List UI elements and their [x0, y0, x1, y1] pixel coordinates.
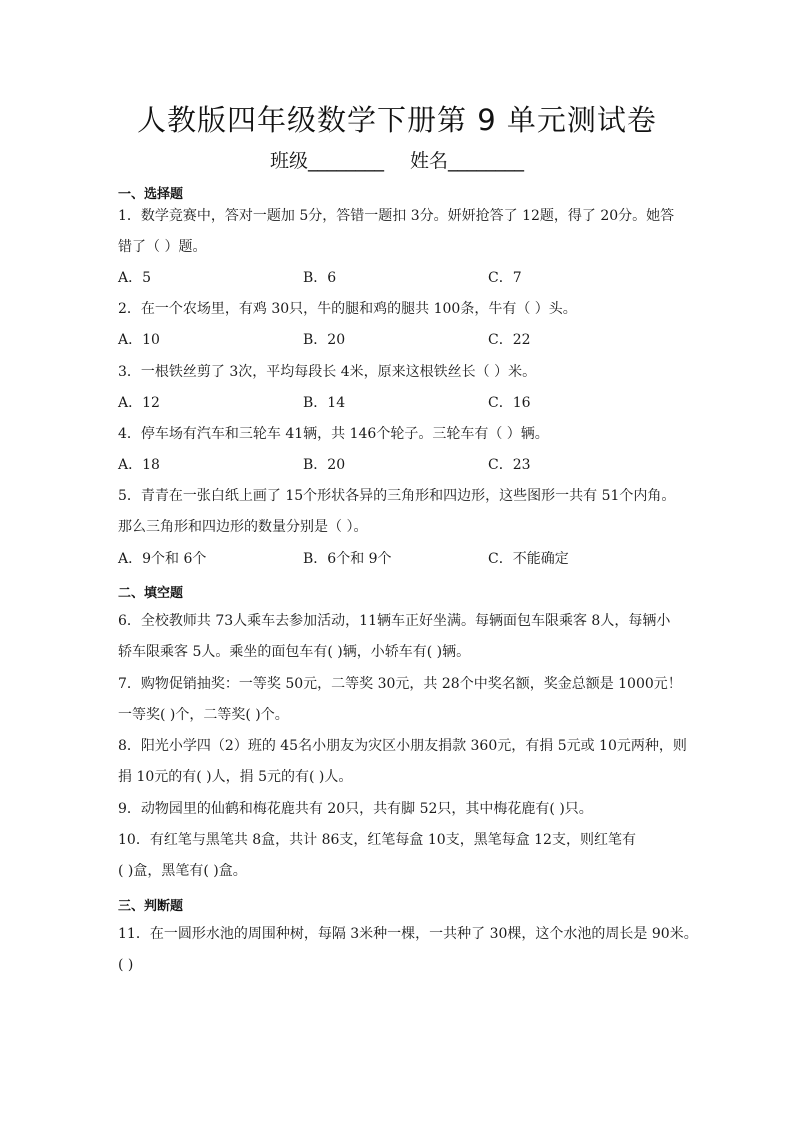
question-3-text: 3．一根铁丝剪了 3次，平均每段长 4米，原来这根铁丝长（ ）米。 — [118, 364, 537, 380]
question-9-text: 9．动物园里的仙鹤和梅花鹿共有 20只，共有脚 52只，其中梅花鹿有( )只。 — [118, 801, 593, 817]
question-6-text-cont: 轿车限乘客 5人。乘坐的面包车有( )辆，小轿车有( )辆。 — [118, 644, 471, 660]
question-7-text-cont: 一等奖( )个，二等奖( )个。 — [118, 707, 289, 723]
question-5-option-a[interactable]: A．9个和 6个 — [118, 551, 207, 567]
question-2-option-b[interactable]: B．20 — [303, 332, 346, 348]
question-3-option-a[interactable]: A．12 — [118, 395, 160, 411]
question-1-option-c[interactable]: C．7 — [488, 270, 522, 286]
question-2-option-c[interactable]: C．22 — [488, 332, 531, 348]
question-5-text: 5．青青在一张白纸上画了 15个形状各异的三角形和四边形，这些图形一共有 51个内角。 — [118, 488, 676, 504]
question-4-text: 4．停车场有汽车和三轮车 41辆，共 146个轮子。三轮车有（ ）辆。 — [118, 426, 549, 442]
question-4-option-b[interactable]: B．20 — [303, 457, 346, 473]
section-heading-true-false: 三、判断题 — [118, 899, 184, 914]
question-6-text: 6．全校教师共 73人乘车去参加活动，11辆车正好坐满。每辆面包车限乘客 8人，每辆小 — [118, 613, 671, 629]
question-1-text-cont: 错了（ ）题。 — [118, 239, 207, 255]
section-heading-fill-in: 二、填空题 — [118, 586, 184, 601]
question-1-option-a[interactable]: A．5 — [118, 270, 152, 286]
question-10-text: 10．有红笔与黑笔共 8盒，共计 86支，红笔每盒 10支，黑笔每盒 12支，则红笔有 — [118, 832, 636, 848]
section-heading-choice: 一、选择题 — [118, 187, 184, 202]
question-2-option-a[interactable]: A．10 — [118, 332, 160, 348]
question-3-option-c[interactable]: C．16 — [488, 395, 531, 411]
class-field[interactable]: 班级________ — [269, 150, 384, 172]
student-info — [0, 146, 794, 173]
question-10-text-cont: ( )盒，黑笔有( )盒。 — [118, 863, 247, 879]
question-11-text: 11．在一圆形水池的周围种树，每隔 3米种一棵，一共种了 30棵，这个水池的周长是 90米。 — [118, 926, 698, 942]
question-7-text: 7．购物促销抽奖：一等奖 50元，二等奖 30元，共 28个中奖名额，奖金总额是 1000元！ — [118, 676, 682, 692]
page-title: 人教版四年级数学下册第 9 单元测试卷 — [137, 103, 657, 137]
question-5-option-b[interactable]: B．6个和 9个 — [303, 551, 392, 567]
question-8-text-cont: 捐 10元的有( )人，捐 5元的有( )人。 — [118, 769, 353, 785]
question-4-option-a[interactable]: A．18 — [118, 457, 160, 473]
question-1-option-b[interactable]: B．6 — [303, 270, 337, 286]
question-2-text: 2．在一个农场里，有鸡 30只，牛的腿和鸡的腿共 100条，牛有（ ）头。 — [118, 301, 577, 317]
question-5-option-c[interactable]: C．不能确定 — [488, 551, 569, 567]
question-4-option-c[interactable]: C．23 — [488, 457, 531, 473]
question-8-text: 8．阳光小学四（2）班的 45名小朋友为灾区小朋友捐款 360元，有捐 5元或 10元两种，则 — [118, 738, 687, 754]
question-5-text-cont: 那么三角形和四边形的数量分别是（ ）。 — [118, 519, 368, 535]
question-3-option-b[interactable]: B．14 — [303, 395, 346, 411]
name-field[interactable]: 姓名________ — [410, 150, 525, 172]
question-1-text: 1．数学竞赛中，答对一题加 5分，答错一题扣 3分。妍妍抢答了 12题，得了 20分。她答 — [118, 208, 675, 224]
question-11-answer-blank[interactable]: ( ) — [118, 957, 134, 973]
